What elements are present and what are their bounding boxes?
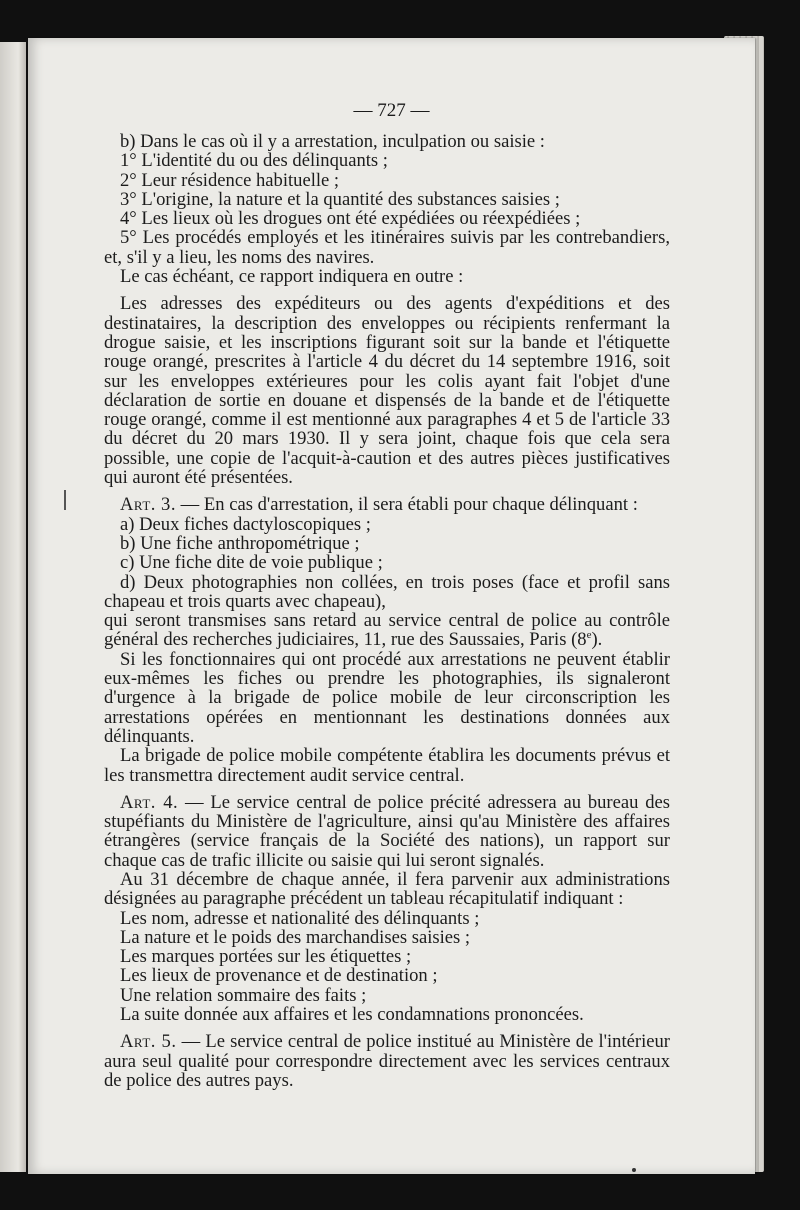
list-item: 4° Les lieux où les drogues ont été expédiées ou réexpédiées ;	[120, 208, 581, 230]
list-item: Les nom, adresse et nationalité des délinquants ;	[120, 907, 480, 929]
list-item: 5° Les procédés employés et les itinéraires suivis par les contrebandiers, et, s'il y a lieu, les noms des navires.	[104, 227, 670, 268]
article-3-paragraph-3: La brigade de police mobile compétente établira les documents prévus et les transmettra directement audit service central.	[104, 745, 670, 786]
list-item: 1° L'identité du ou des délinquants ;	[120, 150, 388, 172]
article-3-intro	[104, 495, 670, 514]
article-4-paragraph	[104, 793, 670, 870]
article-4-list	[104, 909, 670, 1025]
transmission-superscript: e	[586, 629, 592, 642]
list-item: 3° L'origine, la nature et la quantité des substances saisies ;	[120, 188, 560, 210]
article-4-paragraph-2: Au 31 décembre de chaque année, il fera parvenir aux administrations désignées au paragraphe précédent un tableau récapitulatif indiquant :	[104, 868, 670, 910]
article-3-label: Art. 3.	[120, 494, 177, 516]
section-b-intro: b) Dans le cas où il y a arrestation, inculpation ou saisie :	[120, 131, 545, 152]
list-item: La nature et le poids des marchandises saisies ;	[120, 926, 471, 948]
ink-speck	[632, 1168, 636, 1172]
article-4-label: Art. 4.	[120, 791, 179, 813]
article-3-list	[104, 515, 670, 611]
list-item: d) Deux photographies non collées, en trois poses (face et profil sans chapeau et trois quarts avec chapeau),	[104, 571, 670, 612]
section-b-list	[104, 151, 670, 267]
document-page	[28, 38, 755, 1174]
transmission-text: qui seront transmises sans retard au service central de police au contrôle général des recherches judiciaires, 11, rue des Saussaies, Paris (8	[104, 610, 670, 651]
facing-page-edge	[0, 42, 26, 1172]
list-item: 2° Leur résidence habituelle ;	[120, 169, 340, 191]
list-item: Les lieux de provenance et de destination ;	[120, 965, 438, 987]
echeant-line: Le cas échéant, ce rapport indiquera en outre :	[120, 266, 464, 288]
article-5-text: — Le service central de police institué au Ministère de l'intérieur aura seul qualité pour correspondre directement avec les services centraux de police des autres pays.	[104, 1031, 670, 1091]
document-body	[104, 132, 670, 1090]
article-5-label: Art. 5.	[120, 1031, 177, 1053]
article-5-paragraph	[104, 1032, 670, 1090]
article-3-text: — En cas d'arrestation, il sera établi pour chaque délinquant :	[176, 494, 638, 516]
list-item: c) Une fiche dite de voie publique ;	[120, 552, 383, 574]
list-item: Les marques portées sur les étiquettes ;	[120, 946, 412, 968]
list-item: Une relation sommaire des faits ;	[120, 984, 367, 1006]
page-number: — 727 —	[353, 100, 430, 121]
list-item: b) Une fiche anthropométrique ;	[120, 532, 360, 554]
article-4-text: — Le service central de police précité adressera au bureau des stupéfiants du Ministère de l'agriculture, ainsi qu'au Ministère des affaires étrangères (service français de la Société des nations), un rapport sur chaque cas de trafic illicite ou saisie qui lui seront signalés.	[104, 791, 670, 871]
article-3-paragraph-2: Si les fonctionnaires qui ont procédé aux arrestations ne peuvent établir eux-mêmes les fiches ou prendre les photographies, ils signaleront d'urgence à la brigade de police mobile de leur circonscription les arrestations opérées en mentionnant les destinations données aux délinquants.	[104, 648, 670, 747]
addresses-paragraph: Les adresses des expéditeurs ou des agents d'expéditions et des destinataires, la description des enveloppes ou récipients renfermant la drogue saisie, et les inscriptions figurant soit sur la bande et l'étiquette rouge orangé, prescrites à l'article 4 du décret du 14 septembre 1916, soit sur les enveloppes extérieures pour les colis ayant fait l'objet d'une déclaration de sortie en douane et dispensés de la bande et de l'étiquette rouge orangé, comme il est mentionné aux paragraphes 4 et 5 de l'article 33 du décret du 20 mars 1930. Il y sera joint, chaque fois que cela sera possible, une copie de l'acquit-à-caution et des autres pièces justificatives qui auront été présentées.	[104, 293, 670, 489]
transmission-end: ).	[591, 629, 603, 651]
list-item: La suite donnée aux affaires et les condamnations prononcées.	[120, 1004, 584, 1026]
transmission-paragraph	[104, 611, 670, 650]
margin-mark	[64, 490, 66, 510]
list-item: a) Deux fiches dactyloscopiques ;	[120, 513, 371, 535]
